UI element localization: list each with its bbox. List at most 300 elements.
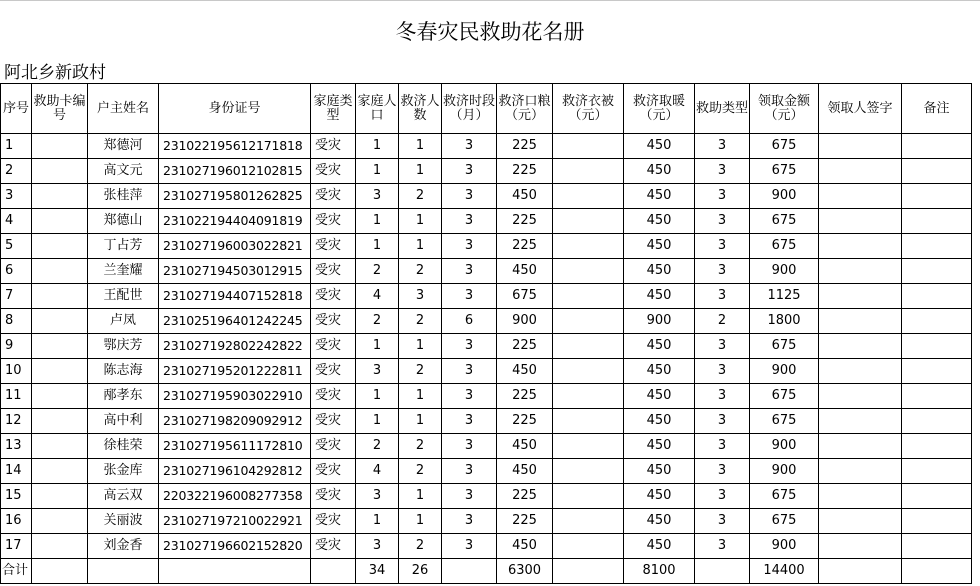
remarks-cell [902,309,972,334]
relief-months-cell: 3 [442,484,497,509]
grain-amount-cell: 450 [497,459,553,484]
family-type-cell: 受灾 [311,234,356,259]
aid-type-cell: 3 [695,159,750,184]
head-name-cell: 关丽波 [88,509,159,534]
heating-amount-cell: 450 [624,209,695,234]
clothing-amount-cell [553,509,624,534]
card-number-cell [32,484,88,509]
heating-amount-cell: 450 [624,434,695,459]
table-row [1,484,972,509]
signature-cell [819,484,902,509]
remarks-cell [902,509,972,534]
aid-type-cell: 3 [695,234,750,259]
header-cell: 救助类型 [695,84,750,134]
received-amount-cell: 1125 [750,284,819,309]
grain-amount-cell: 225 [497,159,553,184]
table-cell [902,559,972,584]
relief-count-cell: 1 [399,484,442,509]
family-size-cell: 2 [356,434,399,459]
relief-months-cell: 3 [442,509,497,534]
received-amount-cell: 675 [750,409,819,434]
family-size-cell: 2 [356,259,399,284]
header-cell: 救济口粮（元） [497,84,553,134]
relief-months-cell: 3 [442,234,497,259]
total-label: 合计 [1,559,32,584]
heating-amount-cell: 450 [624,484,695,509]
clothing-amount-cell [553,459,624,484]
row-number-cell: 17 [1,534,32,559]
family-type-cell: 受灾 [311,484,356,509]
family-type-cell: 受灾 [311,334,356,359]
table-row [1,359,972,384]
signature-cell [819,434,902,459]
aid-type-cell: 3 [695,334,750,359]
card-number-cell [32,384,88,409]
row-number-cell: 6 [1,259,32,284]
grain-amount-cell: 675 [497,284,553,309]
family-type-cell: 受灾 [311,409,356,434]
clothing-amount-cell [553,534,624,559]
grain-amount-cell: 450 [497,534,553,559]
aid-type-cell: 3 [695,259,750,284]
grain-amount-cell: 450 [497,184,553,209]
signature-cell [819,459,902,484]
heating-amount-cell: 450 [624,184,695,209]
signature-cell [819,384,902,409]
card-number-cell [32,284,88,309]
id-number-cell: 231027196003022821 [159,234,311,259]
aid-type-cell: 3 [695,209,750,234]
header-cell: 身份证号 [159,84,311,134]
row-number-cell: 10 [1,359,32,384]
family-type-cell: 受灾 [311,309,356,334]
table-row [1,184,972,209]
row-number-cell: 7 [1,284,32,309]
table-row [1,134,972,159]
family-size-cell: 3 [356,184,399,209]
aid-type-cell: 3 [695,434,750,459]
family-size-cell: 1 [356,209,399,234]
heating-amount-cell: 900 [624,309,695,334]
id-number-cell: 231022194404091819 [159,209,311,234]
card-number-cell [32,234,88,259]
relief-months-cell: 3 [442,434,497,459]
relief-count-cell: 1 [399,159,442,184]
aid-type-cell: 3 [695,484,750,509]
family-type-cell: 受灾 [311,384,356,409]
row-number-cell: 12 [1,409,32,434]
head-name-cell: 高文元 [88,159,159,184]
family-size-cell: 1 [356,234,399,259]
id-number-cell: 231027198209092912 [159,409,311,434]
relief-count-cell: 2 [399,434,442,459]
heating-amount-cell: 450 [624,384,695,409]
clothing-amount-cell [553,384,624,409]
clothing-amount-cell [553,134,624,159]
clothing-amount-cell [553,434,624,459]
signature-cell [819,234,902,259]
received-amount-cell: 675 [750,159,819,184]
id-number-cell: 231025196401242245 [159,309,311,334]
id-number-cell: 231027196012102815 [159,159,311,184]
grain-amount-cell: 450 [497,434,553,459]
aid-type-cell: 3 [695,534,750,559]
received-amount-cell: 675 [750,509,819,534]
total-heating: 8100 [624,559,695,584]
grain-amount-cell: 225 [497,134,553,159]
family-size-cell: 3 [356,359,399,384]
relief-months-cell: 3 [442,534,497,559]
family-size-cell: 1 [356,134,399,159]
card-number-cell [32,159,88,184]
grain-amount-cell: 225 [497,384,553,409]
family-type-cell: 受灾 [311,209,356,234]
village-name: 阿北乡新政村 [4,63,106,83]
head-name-cell: 徐桂荣 [88,434,159,459]
signature-cell [819,509,902,534]
card-number-cell [32,534,88,559]
heating-amount-cell: 450 [624,234,695,259]
signature-cell [819,159,902,184]
relief-count-cell: 2 [399,184,442,209]
family-type-cell: 受灾 [311,134,356,159]
table-row [1,284,972,309]
row-number-cell: 9 [1,334,32,359]
relief-months-cell: 3 [442,184,497,209]
received-amount-cell: 675 [750,384,819,409]
family-type-cell: 受灾 [311,359,356,384]
heating-amount-cell: 450 [624,159,695,184]
table-cell [159,559,311,584]
header-cell: 救济人数 [399,84,442,134]
relief-count-cell: 1 [399,134,442,159]
relief-months-cell: 3 [442,209,497,234]
card-number-cell [32,459,88,484]
row-number-cell: 15 [1,484,32,509]
total-amount: 14400 [750,559,819,584]
id-number-cell: 231027195611172810 [159,434,311,459]
heating-amount-cell: 450 [624,534,695,559]
family-size-cell: 3 [356,484,399,509]
row-number-cell: 4 [1,209,32,234]
family-size-cell: 2 [356,309,399,334]
relief-count-cell: 2 [399,459,442,484]
remarks-cell [902,209,972,234]
table-row [1,509,972,534]
id-number-cell: 231027194503012915 [159,259,311,284]
heating-amount-cell: 450 [624,284,695,309]
row-number-cell: 1 [1,134,32,159]
received-amount-cell: 675 [750,234,819,259]
clothing-amount-cell [553,284,624,309]
table-row [1,459,972,484]
clothing-amount-cell [553,159,624,184]
table-row [1,334,972,359]
family-size-cell: 4 [356,459,399,484]
header-cell: 救济衣被（元） [553,84,624,134]
aid-type-cell: 3 [695,284,750,309]
card-number-cell [32,309,88,334]
relief-months-cell: 3 [442,134,497,159]
grain-amount-cell: 225 [497,409,553,434]
row-number-cell: 3 [1,184,32,209]
family-size-cell: 1 [356,509,399,534]
remarks-cell [902,334,972,359]
total-population: 34 [356,559,399,584]
aid-type-cell: 3 [695,409,750,434]
clothing-amount-cell [553,309,624,334]
table-row [1,534,972,559]
id-number-cell: 231022195612171818 [159,134,311,159]
aid-type-cell: 3 [695,359,750,384]
aid-type-cell: 3 [695,509,750,534]
family-type-cell: 受灾 [311,534,356,559]
table-row [1,259,972,284]
total-relief-people: 26 [399,559,442,584]
remarks-cell [902,234,972,259]
row-number-cell: 8 [1,309,32,334]
relief-count-cell: 1 [399,234,442,259]
table-row [1,209,972,234]
header-cell: 领取金额（元） [750,84,819,134]
heating-amount-cell: 450 [624,334,695,359]
relief-table [0,83,972,584]
table-cell [553,559,624,584]
heating-amount-cell: 450 [624,359,695,384]
row-number-cell: 2 [1,159,32,184]
aid-type-cell: 3 [695,134,750,159]
table-cell [32,559,88,584]
signature-cell [819,309,902,334]
card-number-cell [32,334,88,359]
card-number-cell [32,134,88,159]
grain-amount-cell: 225 [497,234,553,259]
header-cell: 领取人签字 [819,84,902,134]
grain-amount-cell: 450 [497,359,553,384]
head-name-cell: 高云双 [88,484,159,509]
card-number-cell [32,359,88,384]
table-cell [695,559,750,584]
family-size-cell: 4 [356,284,399,309]
table-row [1,234,972,259]
heating-amount-cell: 450 [624,509,695,534]
relief-months-cell: 3 [442,359,497,384]
family-type-cell: 受灾 [311,509,356,534]
signature-cell [819,184,902,209]
clothing-amount-cell [553,184,624,209]
remarks-cell [902,159,972,184]
id-number-cell: 231027195201222811 [159,359,311,384]
relief-months-cell: 3 [442,409,497,434]
relief-months-cell: 3 [442,284,497,309]
received-amount-cell: 900 [750,184,819,209]
aid-type-cell: 3 [695,384,750,409]
table-cell [311,559,356,584]
relief-count-cell: 2 [399,534,442,559]
clothing-amount-cell [553,209,624,234]
header-cell: 家庭人口 [356,84,399,134]
table-row [1,159,972,184]
head-name-cell: 郑德山 [88,209,159,234]
remarks-cell [902,434,972,459]
id-number-cell: 220322196008277358 [159,484,311,509]
family-type-cell: 受灾 [311,259,356,284]
relief-count-cell: 1 [399,409,442,434]
received-amount-cell: 675 [750,484,819,509]
card-number-cell [32,434,88,459]
grain-amount-cell: 225 [497,509,553,534]
header-cell: 救济时段（月） [442,84,497,134]
id-number-cell: 231027195903022910 [159,384,311,409]
received-amount-cell: 900 [750,434,819,459]
grain-amount-cell: 225 [497,484,553,509]
relief-count-cell: 1 [399,509,442,534]
header-cell: 序号 [1,84,32,134]
relief-months-cell: 3 [442,334,497,359]
family-type-cell: 受灾 [311,159,356,184]
row-number-cell: 16 [1,509,32,534]
page-title: 冬春灾民救助花名册 [0,0,980,62]
relief-months-cell: 3 [442,259,497,284]
card-number-cell [32,209,88,234]
head-name-cell: 邴孝东 [88,384,159,409]
relief-months-cell: 3 [442,459,497,484]
head-name-cell: 高中利 [88,409,159,434]
remarks-cell [902,459,972,484]
remarks-cell [902,184,972,209]
remarks-cell [902,134,972,159]
relief-months-cell: 3 [442,384,497,409]
heating-amount-cell: 450 [624,459,695,484]
relief-months-cell: 3 [442,159,497,184]
id-number-cell: 231027196602152820 [159,534,311,559]
relief-count-cell: 2 [399,359,442,384]
head-name-cell: 张桂萍 [88,184,159,209]
heating-amount-cell: 450 [624,259,695,284]
clothing-amount-cell [553,359,624,384]
signature-cell [819,359,902,384]
relief-count-cell: 3 [399,284,442,309]
relief-count-cell: 1 [399,384,442,409]
card-number-cell [32,509,88,534]
id-number-cell: 231027194407152818 [159,284,311,309]
relief-count-cell: 1 [399,334,442,359]
received-amount-cell: 900 [750,534,819,559]
family-type-cell: 受灾 [311,459,356,484]
row-number-cell: 13 [1,434,32,459]
id-number-cell: 231027195801262825 [159,184,311,209]
received-amount-cell: 675 [750,334,819,359]
card-number-cell [32,184,88,209]
head-name-cell: 郑德河 [88,134,159,159]
row-number-cell: 14 [1,459,32,484]
total-row [1,559,972,584]
grain-amount-cell: 450 [497,259,553,284]
remarks-cell [902,484,972,509]
id-number-cell: 231027192802242822 [159,334,311,359]
signature-cell [819,534,902,559]
remarks-cell [902,284,972,309]
received-amount-cell: 900 [750,359,819,384]
id-number-cell: 231027197210022921 [159,509,311,534]
signature-cell [819,134,902,159]
family-size-cell: 1 [356,384,399,409]
clothing-amount-cell [553,409,624,434]
id-number-cell: 231027196104292812 [159,459,311,484]
header-cell: 救济取暖（元） [624,84,695,134]
received-amount-cell: 1800 [750,309,819,334]
signature-cell [819,409,902,434]
aid-type-cell: 3 [695,459,750,484]
clothing-amount-cell [553,234,624,259]
header-cell: 备注 [902,84,972,134]
family-type-cell: 受灾 [311,284,356,309]
grain-amount-cell: 900 [497,309,553,334]
header-cell: 救助卡编号 [32,84,88,134]
aid-type-cell: 3 [695,184,750,209]
grain-amount-cell: 225 [497,334,553,359]
head-name-cell: 卢凤 [88,309,159,334]
family-size-cell: 1 [356,409,399,434]
relief-count-cell: 2 [399,259,442,284]
table-row [1,434,972,459]
remarks-cell [902,259,972,284]
head-name-cell: 张金库 [88,459,159,484]
clothing-amount-cell [553,259,624,284]
remarks-cell [902,359,972,384]
head-name-cell: 刘金香 [88,534,159,559]
grain-amount-cell: 225 [497,209,553,234]
total-grain: 6300 [497,559,553,584]
table-cell [819,559,902,584]
clothing-amount-cell [553,334,624,359]
aid-type-cell: 2 [695,309,750,334]
family-size-cell: 3 [356,534,399,559]
head-name-cell: 陈志海 [88,359,159,384]
relief-months-cell: 6 [442,309,497,334]
family-size-cell: 1 [356,159,399,184]
remarks-cell [902,534,972,559]
table-row [1,384,972,409]
heating-amount-cell: 450 [624,409,695,434]
signature-cell [819,209,902,234]
received-amount-cell: 900 [750,459,819,484]
relief-count-cell: 2 [399,309,442,334]
header-cell: 家庭类型 [311,84,356,134]
header-cell: 户主姓名 [88,84,159,134]
signature-cell [819,259,902,284]
family-type-cell: 受灾 [311,184,356,209]
row-number-cell: 11 [1,384,32,409]
family-size-cell: 1 [356,334,399,359]
table-row [1,409,972,434]
signature-cell [819,284,902,309]
received-amount-cell: 675 [750,134,819,159]
table-row [1,309,972,334]
header-row [1,84,972,134]
card-number-cell [32,409,88,434]
head-name-cell: 丁占芳 [88,234,159,259]
relief-count-cell: 1 [399,209,442,234]
remarks-cell [902,409,972,434]
table-cell [442,559,497,584]
clothing-amount-cell [553,484,624,509]
card-number-cell [32,259,88,284]
head-name-cell: 兰奎耀 [88,259,159,284]
head-name-cell: 王配世 [88,284,159,309]
row-number-cell: 5 [1,234,32,259]
remarks-cell [902,384,972,409]
